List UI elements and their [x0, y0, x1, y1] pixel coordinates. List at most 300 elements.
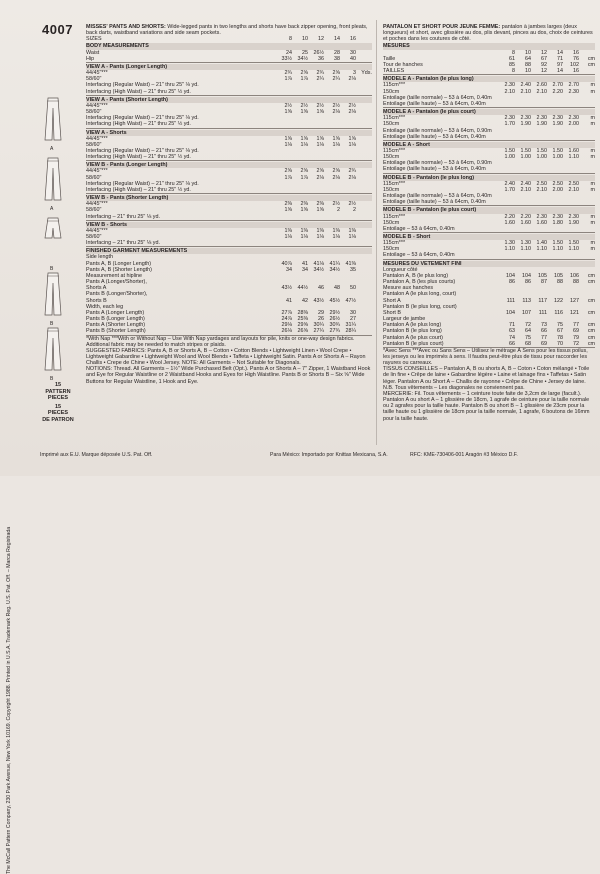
value-cell — [499, 166, 515, 172]
row-label: 58/60" — [86, 141, 102, 148]
value-cell: 25 — [302, 49, 308, 56]
value-cell: 105 — [554, 272, 563, 279]
row-values — [276, 240, 372, 246]
value-cell: 1.40 — [536, 240, 547, 247]
value-cell: 92 — [541, 61, 547, 68]
view-title: VIEW A - Pants (Longer Length) — [86, 64, 372, 70]
value-cell: 1⅛ — [316, 234, 324, 240]
yardage-row — [383, 101, 595, 107]
row-label: Pantalon A (le plus court) — [383, 334, 443, 341]
row-values — [276, 187, 372, 193]
value-cell: 111 — [538, 309, 547, 316]
column-title — [86, 24, 372, 36]
french-column — [383, 24, 595, 422]
value-cell: 70 — [557, 340, 563, 347]
row-label: Pantalon A (le plus long) — [383, 322, 442, 329]
value-cell — [579, 199, 595, 205]
value-cell: 102 — [570, 61, 579, 68]
row-label: 58/60" — [86, 234, 102, 240]
value-cell — [515, 252, 531, 258]
value-cell: m — [590, 121, 595, 128]
row-label: Tour de hanches — [383, 61, 423, 68]
value-cell: 2⅜ — [316, 201, 324, 208]
value-cell: 86 — [525, 279, 531, 286]
row-label: Measurement at hipline — [86, 272, 143, 279]
value-cell: 63 — [509, 328, 515, 335]
row-label: 44/45"*** — [86, 227, 108, 234]
value-cell: 1⅝ — [316, 135, 324, 142]
row-values — [276, 328, 372, 334]
row-values — [276, 56, 372, 62]
value-cell: 71 — [509, 322, 515, 329]
value-cell: 2¾ — [348, 168, 356, 175]
value-cell: 2.50 — [568, 180, 579, 187]
row-label: Pantalon A (le plus long, court) — [383, 291, 457, 298]
view-title: MODELE A - Short — [383, 142, 595, 148]
value-cell: 34 — [286, 266, 292, 273]
value-cell: 2.10 — [520, 186, 531, 193]
value-cell: 2.40 — [504, 180, 515, 187]
value-cell — [515, 226, 531, 232]
value-cell: 2⅝ — [332, 168, 340, 175]
value-cell — [340, 240, 356, 246]
value-cell — [579, 68, 595, 74]
value-cell: 1⅜ — [332, 227, 340, 234]
value-cell: 104 — [522, 272, 531, 279]
row-label: 44/45"*** — [86, 135, 108, 142]
view-title: MODELE A - Pantalon (le plus court) — [383, 109, 595, 115]
row-label: Shorts A — [86, 285, 107, 292]
row-label: Interfacing (Regular Waist) – 21" thru 25" ⅛ yd. — [86, 180, 199, 187]
copyright-text: The McCall Pattern Company, 230 Park Avenue, New York 10169. Copyright 1988. Printed in U.S.A. Trademark Reg. U.S. Pat. Off. – Marca Registrada — [6, 526, 12, 874]
row-values — [499, 134, 595, 140]
value-cell: 88 — [525, 61, 531, 68]
value-cell: 78 — [557, 334, 563, 341]
value-cell — [340, 89, 356, 95]
value-cell: 10 — [525, 49, 531, 56]
value-cell: 14 — [557, 68, 563, 75]
row-label: Short A — [383, 297, 401, 304]
value-cell: 2⅝ — [284, 168, 292, 175]
value-cell: 45½ — [329, 297, 340, 304]
value-cell: 106 — [570, 272, 579, 279]
row-label: 150cm — [383, 246, 400, 253]
value-cell: 41⅛ — [313, 260, 324, 267]
row-label: Taille — [383, 55, 396, 62]
value-cell: 1⅛ — [300, 141, 308, 148]
value-cell: 1⅛ — [300, 234, 308, 240]
value-cell: 1.10 — [568, 246, 579, 253]
value-cell: 1.70 — [504, 186, 515, 193]
row-label: Side length — [86, 254, 113, 261]
value-cell — [356, 187, 372, 193]
value-cell: 1.50 — [504, 147, 515, 154]
value-cell: 40⅞ — [281, 260, 292, 267]
value-cell: 2⅛ — [316, 174, 324, 181]
value-cell: 1⅛ — [316, 141, 324, 148]
copyright-side-text — [6, 20, 28, 874]
row-label: 58/60" — [86, 174, 102, 181]
value-cell: 41 — [302, 260, 308, 267]
yardage-row — [383, 199, 595, 205]
row-label: Shorts B — [86, 297, 107, 304]
row-values — [276, 121, 372, 127]
value-cell: 2.10 — [568, 186, 579, 193]
row-label: Entoilage (taille normale) – 53 à 64cm, 0.40m — [383, 193, 492, 200]
value-cell: 1.00 — [552, 154, 563, 161]
view-sketch — [42, 96, 64, 152]
row-label: 115cm*** — [383, 82, 406, 89]
fabrics-text: TISSUS CONSEILLES – Pantalon A, B ou shorts A, B – Coton • Coton mélangé • Toile de lin fine • Crêpe de laine • Gabardine légère • Laine et lainage fins • Taffetas • Satin léger. Pantalon A ou Short A – Challis de rayonne • Crêpe de Chine • Jersey de laine. N.B. Tous vêtements – Les diagonales ne conviennent pas. — [383, 366, 590, 391]
row-label: Pants A, B (Longer Length) — [86, 260, 152, 267]
value-cell — [340, 214, 356, 220]
value-cell — [499, 252, 515, 258]
value-cell: 2.30 — [568, 88, 579, 95]
section-rule — [86, 246, 372, 247]
body-measurements-title: BODY MEASUREMENTS — [86, 43, 372, 49]
value-cell — [356, 89, 372, 95]
value-cell: 2.20 — [552, 88, 563, 95]
value-cell: 76 — [573, 55, 579, 62]
value-cell: 72 — [573, 340, 579, 347]
value-cell: 1.60 — [520, 219, 531, 226]
value-cell — [499, 134, 515, 140]
value-cell: m — [590, 154, 595, 161]
value-cell: 74 — [509, 334, 515, 341]
row-label: Entoilage (taille haute) – 53 à 64cm, 0.40m — [383, 166, 486, 173]
value-cell: 1⅛ — [348, 234, 356, 240]
view-letter: B — [50, 266, 54, 272]
value-cell: 27¼ — [313, 328, 324, 335]
row-values — [499, 68, 595, 74]
value-cell: 1⅝ — [300, 207, 308, 214]
view-title: VIEW B - Pants (Longer Length) — [86, 162, 372, 168]
row-values — [499, 199, 595, 205]
title-description: Wide-legged pants in two lengths and shorts have back zipper opening, front pleats, back darts, waistband variations and side seam pockets. — [86, 24, 368, 37]
row-label: Interfacing (High Waist) – 21" thru 25" ½ yd. — [86, 186, 191, 193]
value-cell: 2.50 — [536, 180, 547, 187]
row-values — [499, 101, 595, 107]
value-cell: Yds. — [361, 70, 372, 77]
row-label: Pants B (Shorter Length) — [86, 328, 146, 335]
value-cell: 64 — [525, 328, 531, 335]
value-cell: 1⅛ — [332, 141, 340, 148]
value-cell: 46 — [318, 285, 324, 292]
row-label: Interfacing – 21" thru 25" ⅛ yd. — [86, 240, 160, 247]
value-cell: 24 — [286, 49, 292, 56]
value-cell: 2.40 — [520, 180, 531, 187]
row-label: TAILLES — [383, 68, 405, 75]
yardage-row — [383, 226, 595, 232]
value-cell: 2.00 — [568, 121, 579, 128]
section-rule — [383, 140, 595, 141]
value-cell: 1.70 — [504, 121, 515, 128]
value-cell: 2.10 — [504, 88, 515, 95]
sizes-row — [86, 36, 372, 42]
value-cell: 2¼ — [316, 76, 324, 83]
value-cell — [547, 166, 563, 172]
value-cell: 86 — [509, 279, 515, 286]
value-cell: 14 — [557, 49, 563, 56]
value-cell: 2⅜ — [300, 201, 308, 208]
section-rule — [86, 62, 372, 63]
value-cell: cm — [587, 340, 595, 347]
value-cell: 26½ — [313, 49, 324, 56]
value-cell: 1⅛ — [348, 141, 356, 148]
view-title: MODELE B - Short — [383, 234, 595, 240]
value-cell: 2½ — [284, 102, 292, 109]
value-cell: 67 — [557, 328, 563, 335]
value-cell — [308, 240, 324, 246]
value-cell: 77 — [573, 322, 579, 329]
value-cell — [308, 121, 324, 127]
value-cell: 1⅝ — [316, 207, 324, 214]
value-cell: 117 — [538, 297, 547, 304]
body-row — [86, 56, 372, 62]
value-cell: 2⅝ — [300, 168, 308, 175]
title-heading: MISSES' PANTS AND SHORTS: — [86, 24, 166, 30]
value-cell: 1.50 — [520, 147, 531, 154]
value-cell: 104 — [506, 272, 515, 279]
value-cell: 24⅞ — [281, 316, 292, 323]
row-label: Mesure aux hanches — [383, 285, 434, 292]
value-cell: 1.60 — [536, 219, 547, 226]
row-label: 115cm*** — [383, 180, 406, 187]
section-rule — [383, 259, 595, 260]
finished-row — [383, 341, 595, 347]
value-cell: 2¼ — [332, 76, 340, 83]
value-cell: 12 — [318, 36, 324, 43]
value-cell: 121 — [570, 309, 579, 316]
value-cell — [356, 240, 372, 246]
value-cell — [579, 252, 595, 258]
value-cell: 1⅝ — [284, 207, 292, 214]
row-label: Short B — [383, 309, 401, 316]
row-label: Largeur de jambe — [383, 316, 426, 323]
row-label: Pants B (Longer Length) — [86, 316, 145, 323]
value-cell: 2.70 — [552, 82, 563, 89]
value-cell: 85 — [509, 61, 515, 68]
pants-sketch-icon — [42, 271, 64, 319]
nap-note: *With Nap ***With or Without Nap – Use With Nap yardages and layouts for pile, knits or one-way design fabrics. Additional fabric may be needed to match stripes or plaids. — [86, 335, 355, 348]
value-cell: 2.10 — [536, 186, 547, 193]
value-cell — [515, 166, 531, 172]
value-cell: 2.40 — [520, 82, 531, 89]
value-cell: 73 — [541, 322, 547, 329]
notions-text: NOTIONS: Thread. All Garments – 1½" Wide Purchased Belt (Opt.). Pants A or Shorts A – 7" Zipper, 1 Waistband Hook and Eye for Regular Waistline or 2 Waistband Hooks and Eyes for High Waistline. Pants B or Shorts B – Six ⅝" Wide Buttons for Regular Waistline, 1 Hook and Eye. — [86, 366, 371, 385]
row-label: 115cm*** — [383, 213, 406, 220]
value-cell: 33½ — [281, 55, 292, 62]
value-cell: 75 — [557, 322, 563, 329]
value-cell: cm — [587, 279, 595, 286]
row-values — [499, 226, 595, 232]
value-cell: 1⅝ — [348, 135, 356, 142]
value-cell — [324, 121, 340, 127]
value-cell — [340, 154, 356, 160]
value-cell: 8 — [289, 36, 292, 43]
value-cell: 88 — [573, 279, 579, 286]
value-cell: 31¼ — [345, 322, 356, 329]
row-label: Interfacing – 21" thru 25" ⅛ yd. — [86, 213, 160, 220]
value-cell: 43½ — [313, 297, 324, 304]
value-cell — [276, 240, 292, 246]
value-cell: 41⅜ — [345, 260, 356, 267]
value-cell: 1⅜ — [300, 227, 308, 234]
value-cell: 1.90 — [552, 121, 563, 128]
value-cell: 2½ — [300, 102, 308, 109]
value-cell — [308, 214, 324, 220]
yardage-row — [86, 154, 372, 160]
value-cell: m — [590, 180, 595, 187]
value-cell — [324, 214, 340, 220]
row-values — [499, 341, 595, 347]
row-label: Interfacing (Regular Waist) – 21" thru 25" ⅛ yd. — [86, 115, 199, 122]
value-cell: 12 — [541, 68, 547, 75]
value-cell: 1.30 — [504, 240, 515, 247]
value-cell: 34 — [302, 266, 308, 273]
value-cell — [356, 328, 372, 334]
value-cell: 66 — [541, 328, 547, 335]
view-title: VIEW A - Shorts — [86, 130, 372, 136]
value-cell: 1.10 — [536, 246, 547, 253]
value-cell: 47½ — [345, 297, 356, 304]
row-label: Pants A (Longer Length) — [86, 309, 145, 316]
value-cell: 29⅛ — [281, 322, 292, 329]
value-cell: 2.70 — [568, 82, 579, 89]
yardage-row — [383, 134, 595, 140]
value-cell: 1.00 — [504, 154, 515, 161]
value-cell — [308, 187, 324, 193]
footer-right: RFC: KME-730406-001 Aragón #3 México D.F. — [410, 452, 518, 458]
value-cell: cm — [587, 334, 595, 341]
value-cell: 75 — [525, 334, 531, 341]
value-cell — [292, 154, 308, 160]
row-label: 58/60" — [86, 76, 102, 83]
notions-text: MERCERIE: Fil. Tous vêtements – 1 ceinture toute faite de 3,2cm de large (facult.). Pantalon A ou short A – 1 glissière de 18cm, 1 agrafe de ceinture pour la taille normale ou 2 agrafes pour la taille haute. Pantalon B ou short B – 1 glissière de 23cm pour la taille haute ou 1 glissière de 18cm pour la taille normale, 1 agrafe, 6 boutons de 16mm pour la taille haute. — [383, 390, 590, 422]
value-cell — [563, 252, 579, 258]
value-cell: 2.30 — [536, 213, 547, 220]
value-cell — [579, 134, 595, 140]
value-cell: cm — [587, 272, 595, 279]
row-label: Pantalon B (le plus long, court) — [383, 303, 457, 310]
row-label: Entoilage – 53 à 64cm, 0.40m — [383, 252, 455, 259]
mesures-title: MESURES — [383, 43, 595, 49]
row-label: Width, each leg — [86, 303, 124, 310]
value-cell: 127 — [570, 297, 579, 304]
value-cell: 28¼ — [345, 328, 356, 335]
fabrics-text: SUGGESTED FABRICS: Pants A, B or Shorts A, B – Cotton • Cotton Blends • Lightweight Linen • Wool Crepe • Lightweight Gabardine • Lightweight Wool and Wool Blends • Taffeta • Lightweight Satin. Pants A or Shorts A – Rayon Challis • Crepe de Chine • Wool Jersey. NOTE: All Garments – Not Suitable for Diagonals. — [86, 347, 366, 367]
value-cell: 88 — [557, 279, 563, 286]
value-cell: 29⅝ — [297, 322, 308, 329]
finished-measurements-title: FINISHED GARMENT MEASUREMENTS — [86, 248, 372, 254]
value-cell: 2.30 — [552, 115, 563, 122]
value-cell: 1.00 — [536, 154, 547, 161]
value-cell: 34½ — [297, 55, 308, 62]
value-cell — [292, 89, 308, 95]
row-label: Interfacing (Regular Waist) – 21" thru 25" ⅛ yd. — [86, 147, 199, 154]
value-cell — [308, 154, 324, 160]
pants-sketch-icon — [42, 96, 64, 144]
value-cell — [515, 101, 531, 107]
value-cell — [547, 252, 563, 258]
value-cell: 2.20 — [504, 213, 515, 220]
row-label: Pantalon A, B (les plus courts) — [383, 279, 456, 286]
value-cell: 50 — [350, 285, 356, 292]
view-sketch — [42, 156, 64, 212]
column-title — [383, 24, 595, 42]
value-cell — [531, 134, 547, 140]
value-cell: 41¼ — [329, 260, 340, 267]
value-cell: 38 — [334, 55, 340, 62]
value-cell — [547, 226, 563, 232]
value-cell: 1.90 — [520, 121, 531, 128]
value-cell — [324, 89, 340, 95]
section-rule — [86, 193, 372, 194]
value-cell: 1.60 — [568, 147, 579, 154]
value-cell — [531, 226, 547, 232]
value-cell — [563, 199, 579, 205]
row-label: Pants B (Longer/Shorter), — [86, 291, 148, 298]
value-cell: 1.10 — [504, 246, 515, 253]
row-values — [499, 252, 595, 258]
value-cell: m — [590, 115, 595, 122]
value-cell: 2½ — [348, 201, 356, 208]
value-cell: 1.10 — [568, 154, 579, 161]
value-cell — [340, 187, 356, 193]
value-cell — [340, 121, 356, 127]
value-cell — [531, 166, 547, 172]
value-cell: 1⅛ — [284, 141, 292, 148]
value-cell: 16 — [573, 49, 579, 56]
row-label: Interfacing (High Waist) – 21" thru 25" ½ yd. — [86, 88, 191, 95]
value-cell: cm — [587, 55, 595, 62]
value-cell: 2½ — [348, 102, 356, 109]
section-rule — [383, 74, 595, 75]
value-cell — [356, 121, 372, 127]
value-cell: 42 — [302, 297, 308, 304]
value-cell: 44½ — [297, 285, 308, 292]
row-values — [276, 214, 372, 220]
value-cell — [324, 154, 340, 160]
value-cell: 1.50 — [552, 240, 563, 247]
value-cell: m — [590, 246, 595, 253]
value-cell: 2⅛ — [348, 174, 356, 181]
view-sketch — [42, 271, 64, 327]
section-rule — [383, 173, 595, 174]
value-cell — [324, 240, 340, 246]
value-cell: 1⅞ — [300, 76, 308, 83]
row-label: Entoilage – 53 à 64cm, 0.40m — [383, 225, 455, 232]
row-label: Entoilage (taille haute) – 53 à 64cm, 0.40m — [383, 100, 486, 107]
pattern-pieces-count: 15 PATTERN PIECES 15 PIECES DE PATRON — [42, 382, 74, 423]
row-label: Hip — [86, 55, 95, 62]
value-cell: 69 — [541, 340, 547, 347]
body-row — [383, 68, 595, 74]
value-cell — [356, 154, 372, 160]
value-cell: 1⅞ — [284, 174, 292, 181]
value-cell: 72 — [525, 322, 531, 329]
row-label: Interfacing (Regular Waist) – 21" thru 25" ⅛ yd. — [86, 82, 199, 89]
section-rule — [86, 220, 372, 221]
value-cell: 107 — [522, 309, 531, 316]
value-cell: 8 — [512, 68, 515, 75]
view-letter: A — [50, 206, 54, 212]
pattern-number: 4007 — [42, 22, 73, 37]
value-cell: 30¼ — [313, 322, 324, 329]
value-cell — [579, 226, 595, 232]
value-cell — [356, 36, 372, 42]
finished-measurements-title: MESURES DU VETEMENT FINI — [383, 261, 595, 267]
